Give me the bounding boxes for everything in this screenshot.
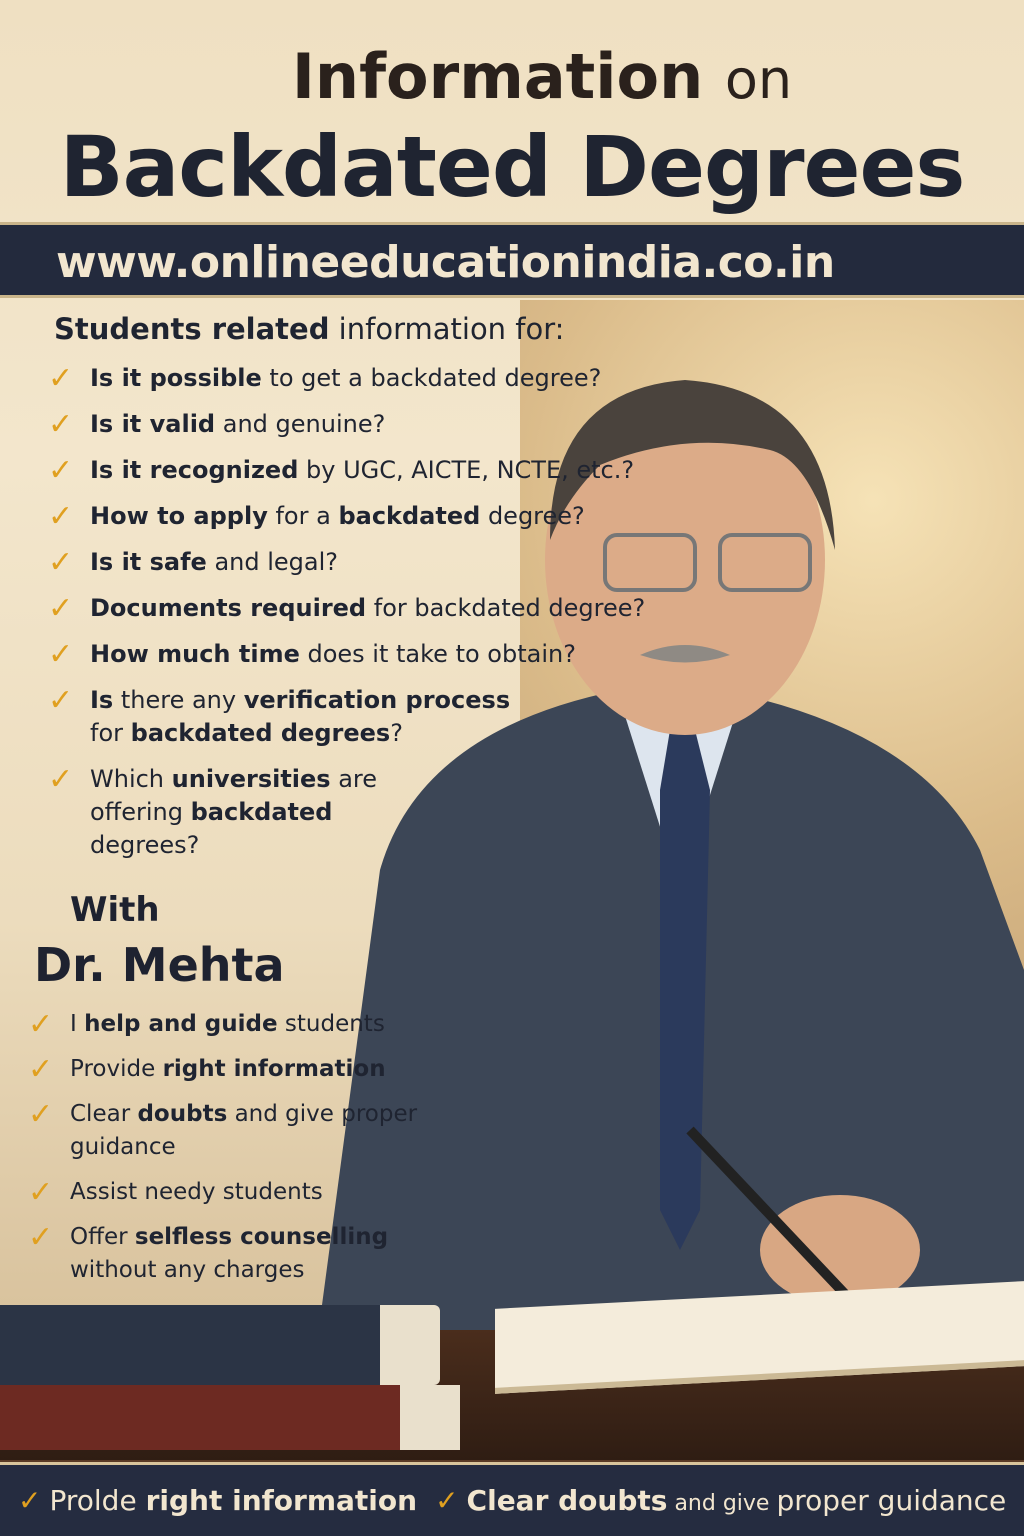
footer-text: Prolde — [49, 1484, 146, 1517]
bold-text: Is — [90, 686, 114, 714]
check-icon: ✓ — [48, 361, 74, 396]
help-item-text — [70, 1053, 386, 1086]
bold-text: doubts — [137, 1101, 228, 1127]
footer-item-2 — [467, 1484, 1007, 1517]
check-icon: ✓ — [48, 683, 74, 718]
footer-item-1 — [49, 1484, 417, 1517]
text: Clear — [70, 1101, 138, 1127]
text: without any charges — [70, 1257, 305, 1283]
text: and genuine? — [215, 410, 386, 438]
check-icon: ✓ — [28, 1220, 54, 1255]
text: degree? — [480, 502, 585, 530]
check-icon: ✓ — [48, 545, 74, 580]
bold-text: selfless counselling — [134, 1224, 389, 1250]
check-icon: ✓ — [48, 591, 74, 626]
footer-banner — [0, 1462, 1024, 1536]
help-item-text — [70, 1221, 388, 1287]
text: there any — [113, 686, 244, 714]
check-icon: ✓ — [48, 453, 74, 488]
with-label: With — [70, 890, 160, 930]
bold-text: Documents required — [90, 594, 367, 622]
footer-text: proper guidance — [776, 1484, 1007, 1517]
question-item-text — [90, 500, 585, 533]
check-icon: ✓ — [435, 1484, 459, 1517]
bold-text: backdated degrees — [130, 719, 391, 747]
questions-list — [48, 362, 645, 875]
bold-text: Is it recognized — [90, 456, 299, 484]
text: are — [330, 765, 378, 793]
bold-text: How to apply — [90, 502, 268, 530]
text: offering — [90, 798, 191, 826]
question-item-text — [90, 362, 601, 395]
check-icon: ✓ — [28, 1007, 54, 1042]
question-item-text — [90, 684, 510, 750]
bold-text: Is it safe — [90, 548, 207, 576]
bold-text: help and guide — [84, 1011, 278, 1037]
check-icon: ✓ — [28, 1052, 54, 1087]
question-item — [48, 592, 645, 625]
text: to get a backdated degree? — [261, 364, 602, 392]
text: does it take to obtain? — [299, 640, 576, 668]
text: and legal? — [206, 548, 339, 576]
text: and give proper — [227, 1101, 418, 1127]
help-item — [28, 1053, 417, 1086]
check-icon: ✓ — [48, 637, 74, 672]
text: I — [70, 1011, 85, 1037]
title-main: Information — [291, 40, 704, 113]
question-item — [48, 684, 645, 750]
title-line-2: Backdated Degrees — [59, 118, 965, 216]
text: guidance — [70, 1134, 176, 1160]
check-icon: ✓ — [28, 1097, 54, 1132]
intro-bold: Students related — [54, 312, 330, 346]
footer-bold: right information — [145, 1484, 418, 1517]
check-icon: ✓ — [48, 499, 74, 534]
book — [0, 1385, 460, 1450]
bold-text: How much time — [90, 640, 300, 668]
question-item — [48, 638, 645, 671]
help-item — [28, 1098, 417, 1164]
bold-text: right information — [162, 1056, 386, 1082]
footer-text: and give — [667, 1491, 777, 1516]
bold-text: backdated — [190, 798, 333, 826]
question-item — [48, 763, 645, 862]
text: Offer — [70, 1224, 135, 1250]
question-item-text — [90, 546, 338, 579]
help-item-text — [70, 1176, 323, 1209]
question-item — [48, 546, 645, 579]
doctor-name: Dr. Mehta — [34, 938, 285, 992]
website-url[interactable]: www.onlineeducationindia.co.in — [56, 237, 835, 288]
bold-text: backdated — [338, 502, 481, 530]
question-item-text — [90, 638, 576, 671]
bold-text: universities — [171, 765, 331, 793]
question-item-text — [90, 763, 377, 862]
bold-text: verification process — [243, 686, 511, 714]
question-item — [48, 362, 645, 395]
question-item — [48, 500, 645, 533]
help-item-text — [70, 1008, 385, 1041]
question-item-text — [90, 592, 645, 625]
help-item — [28, 1008, 417, 1041]
footer-bold: Clear doubts — [466, 1484, 668, 1517]
question-item — [48, 408, 645, 441]
question-item — [48, 454, 645, 487]
check-icon: ✓ — [48, 407, 74, 442]
help-item-text — [70, 1098, 417, 1164]
text: Assist needy students — [70, 1179, 323, 1205]
text: degrees? — [90, 831, 200, 859]
text: Which — [90, 765, 172, 793]
text: students — [277, 1011, 385, 1037]
bold-text: Is it valid — [90, 410, 216, 438]
title-on: on — [724, 48, 793, 111]
intro-rest: information for: — [329, 312, 565, 346]
question-item-text — [90, 454, 634, 487]
book — [0, 1305, 440, 1385]
check-icon: ✓ — [28, 1175, 54, 1210]
help-item — [28, 1221, 417, 1287]
text: for a — [267, 502, 339, 530]
help-list — [28, 1008, 417, 1299]
intro-heading — [54, 312, 564, 346]
question-item-text — [90, 408, 385, 441]
check-icon: ✓ — [18, 1484, 42, 1517]
text: Provide — [70, 1056, 163, 1082]
check-icon: ✓ — [48, 762, 74, 797]
help-item — [28, 1176, 417, 1209]
url-banner — [0, 222, 1024, 298]
title-line-1 — [0, 40, 1024, 113]
text: for backdated degree? — [366, 594, 646, 622]
bold-text: Is it possible — [90, 364, 262, 392]
text: by UGC, AICTE, NCTE, etc.? — [298, 456, 635, 484]
text: ? — [390, 719, 403, 747]
text: for — [90, 719, 131, 747]
